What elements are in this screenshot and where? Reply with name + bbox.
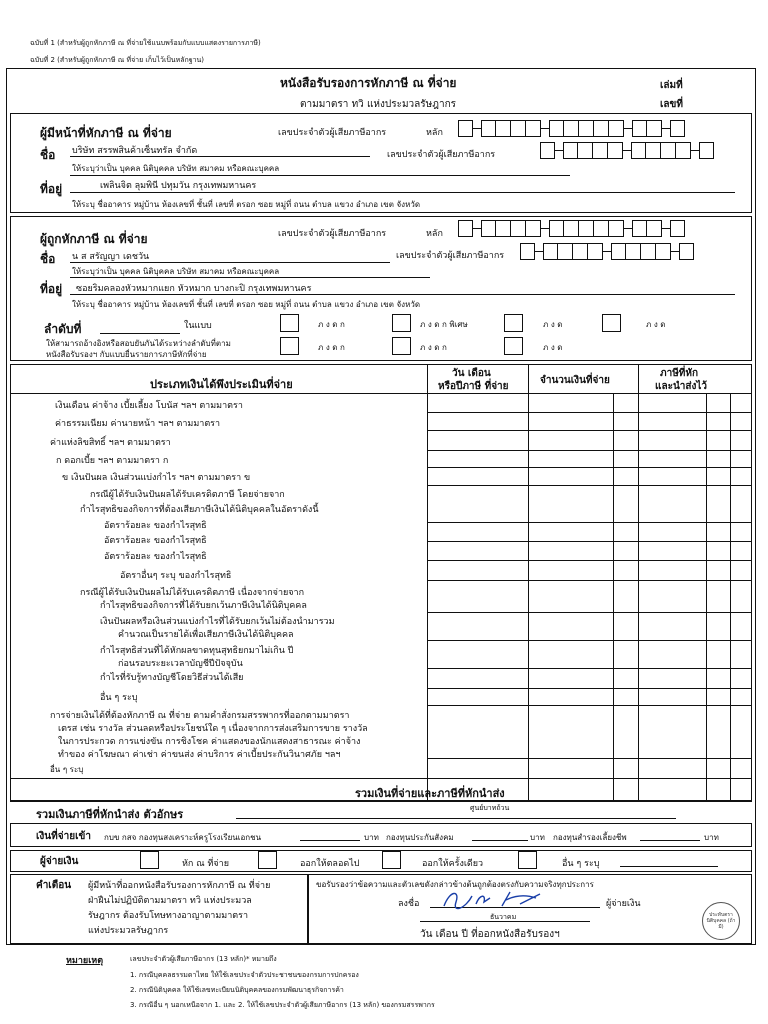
funds-label: เงินที่จ่ายเข้า — [36, 831, 91, 842]
col-date-1: วัน เดือน — [452, 368, 491, 379]
warning-line-3: รัษฎากร ต้องรับโทษทางอาญาตามมาตรา — [88, 911, 249, 921]
income-row-24: อื่น ๆ ระบุ — [50, 765, 84, 774]
col-date-2: หรือปีภาษี ที่จ่าย — [438, 381, 509, 392]
payer-type-checkbox-1[interactable] — [140, 851, 159, 869]
funds-baht-3: บาท — [704, 833, 719, 842]
payer-name-label: ชื่อ — [40, 148, 56, 162]
income-row-5: ข เงินปันผล เงินส่วนแบ่งกำไร ฯลฯ ตามมาตรา ข — [62, 473, 251, 483]
form-checkbox-7[interactable] — [504, 337, 523, 355]
income-row-15: คำนวณเป็นรายได้เพื่อเสียภาษีเงินได้นิติบุคคล — [118, 630, 294, 640]
note-line-4: 3. กรณีอื่น ๆ นอกเหนือจาก 1. และ 2. ให้ใช้เลขประจำตัวผู้เสียภาษีอากร (13 หลัก) ของกรมสรรพากร — [130, 1001, 435, 1009]
order-hint-1: ให้สามารถอ้างอิงหรือสอบยันกันได้ระหว่างลำดับที่ตาม — [46, 339, 231, 348]
payer-type-checkbox-2[interactable] — [258, 851, 277, 869]
payee-address-label: ที่อยู่ — [40, 282, 63, 296]
signature-image — [440, 886, 550, 912]
book-no-label: เล่มที่ — [660, 80, 683, 91]
payer-address-value: เพลินจิต ลุมพินี ปทุมวัน กรุงเทพมหานคร — [100, 181, 257, 191]
col-tax-1: ภาษีที่หัก — [660, 368, 699, 379]
col-amount: จำนวนเงินที่จ่าย — [540, 375, 610, 386]
issue-date-value: ธันวาคม — [490, 913, 517, 921]
payee-tax-id-boxes[interactable] — [458, 220, 685, 237]
form-option-1: ภ ง ด ก — [318, 320, 345, 329]
income-row-11: อัตราอื่นๆ ระบุ ของกำไรสุทธิ — [120, 571, 232, 581]
income-row-12: กรณีผู้ได้รับเงินปันผลไม่ได้รับเครดิตภาษี เนื่องจากจ่ายจาก — [80, 588, 305, 598]
note-line-3: 2. กรณีนิติบุคคล ให้ใช้เลขทะเบียนนิติบุคคลของกรมพัฒนาธุรกิจการค้า — [130, 986, 344, 994]
payee-tax-id-label2: เลขประจำตัวผู้เสียภาษีอากร — [396, 251, 505, 261]
payer-sign-label: ผู้จ่ายเงิน — [606, 899, 641, 909]
warning-line-2: ฝ่าฝืนไม่ปฏิบัติตามมาตรา ทวิ แห่งประมวล — [88, 896, 252, 906]
income-row-9: อัตราร้อยละ ของกำไรสุทธิ — [104, 536, 207, 546]
warning-label: คำเตือน — [36, 880, 72, 891]
income-row-22: ในการประกวด การแข่งขัน การชิงโชค ค่าแสดงของนักแสดงสาธารณะ ค่าจ้าง — [58, 737, 361, 747]
payer-name-hint: ให้ระบุว่าเป็น บุคคล นิติบุคคล บริษัท สมาคม หรือคณะบุคคล — [72, 164, 280, 173]
income-row-7: กำไรสุทธิของกิจการที่ต้องเสียภาษีเงินได้นิติบุคคลในอัตราดังนี้ — [80, 505, 319, 515]
income-row-17: ก่อนรอบระยะเวลาบัญชีปีปัจจุบัน — [118, 659, 243, 669]
payee-heading: ผู้ถูกหักภาษี ณ ที่จ่าย — [40, 232, 148, 246]
funds-baht-1: บาท — [364, 833, 379, 842]
income-row-1: เงินเดือน ค่าจ้าง เบี้ยเลี้ยง โบนัส ฯลฯ ตามมาตรา — [55, 401, 243, 411]
income-row-21: เตรส เช่น รางวัล ส่วนลดหรือประโยชน์ใด ๆ เนื่องจากการส่งเสริมการขาย รางวัล — [58, 724, 368, 734]
order-hint-2: หนังสือรับรองฯ กับแบบยื่นรายการภาษีหักที่จ่าย — [46, 350, 207, 359]
income-row-20: การจ่ายเงินได้ที่ต้องหักภาษี ณ ที่จ่าย ตามคำสั่งกรมสรรพากรที่ออกตามมาตรา — [50, 711, 350, 721]
page-title: หนังสือรับรองการหักภาษี ณ ที่จ่าย — [280, 76, 457, 90]
payer-name-value: บริษัท สรรพสินค้าเซ็นทรัล จำกัด — [72, 146, 198, 156]
copy1-note: ฉบับที่ 1 (สำหรับผู้ถูกหักภาษี ณ ที่จ่ายใช้แนบพร้อมกับแบบแสดงรายการภาษี) — [30, 39, 261, 47]
doc-no-label: เลขที่ — [660, 99, 683, 110]
income-row-2: ค่าธรรมเนียม ค่านายหน้า ฯลฯ ตามมาตรา — [55, 419, 221, 429]
payer-type-opt-4: อื่น ๆ ระบุ — [562, 859, 600, 869]
form-option-6: ภ ง ด ก — [420, 343, 447, 352]
payer-type-checkbox-3[interactable] — [382, 851, 401, 869]
notes-label: หมายเหตุ — [66, 956, 104, 966]
payee-name-value: น ส สรัญญา เดชวัน — [72, 252, 150, 262]
payer-type-checkbox-4[interactable] — [518, 851, 537, 869]
sign-label: ลงชื่อ — [398, 899, 420, 909]
payer-type-opt-1: หัก ณ ที่จ่าย — [182, 859, 229, 869]
payer-address-label: ที่อยู่ — [40, 182, 63, 196]
income-row-4: ก ดอกเบี้ย ฯลฯ ตามมาตรา ก — [56, 456, 169, 466]
form-checkbox-1[interactable] — [280, 314, 299, 332]
funds-pvd: กองทุนสำรองเลี้ยงชีพ — [553, 833, 627, 842]
income-row-6: กรณีผู้ได้รับเงินปันผลได้รับเครดิตภาษี โดยจ่ายจาก — [90, 490, 285, 500]
funds-baht-2: บาท — [530, 833, 545, 842]
issue-date-label: วัน เดือน ปี ที่ออกหนังสือรับรองฯ — [420, 929, 560, 940]
note-line-2: 1. กรณีบุคคลธรรมดาไทย ให้ใช้เลขประจำตัวประชาชนของกรมการปกครอง — [130, 971, 359, 979]
payee-digit-label: หลัก — [426, 229, 443, 239]
page-subtitle: ตามมาตรา ทวิ แห่งประมวลรัษฎากร — [300, 99, 457, 110]
col-tax-2: และนำส่งไว้ — [655, 381, 708, 392]
income-row-3: ค่าแห่งลิขสิทธิ์ ฯลฯ ตามมาตรา — [50, 438, 171, 448]
form-checkbox-2[interactable] — [392, 314, 411, 332]
col-income-type: ประเภทเงินได้พึงประเมินที่จ่าย — [150, 378, 293, 391]
payer-tax-id-boxes[interactable] — [458, 120, 685, 137]
form-option-5: ภ ง ด ก — [318, 343, 345, 352]
payer-type-opt-3: ออกให้ครั้งเดียว — [422, 859, 484, 869]
payee-tax-id-label: เลขประจำตัวผู้เสียภาษีอากร — [278, 229, 387, 239]
payer-digit-label: หลัก — [426, 128, 443, 138]
form-checkbox-3[interactable] — [504, 314, 523, 332]
company-stamp-circle: ประทับตรา นิติบุคคล (ถ้ามี) — [702, 902, 740, 940]
payer-tax-id-boxes-10[interactable] — [540, 142, 714, 159]
form-option-3: ภ ง ด — [543, 320, 563, 329]
warning-line-4: แห่งประมวลรัษฎากร — [88, 926, 169, 936]
payer-type-opt-2: ออกให้ตลอดไป — [300, 859, 360, 869]
payee-name-label: ชื่อ — [40, 252, 56, 266]
form-checkbox-4[interactable] — [602, 314, 621, 332]
income-row-16: กำไรสุทธิส่วนที่ได้หักผลขาดทุนสุทธิยกมาไม่เกิน ปี — [100, 646, 294, 656]
payee-name-hint: ให้ระบุว่าเป็น บุคคล นิติบุคคล บริษัท สมาคม หรือคณะบุคคล — [72, 267, 280, 276]
form-checkbox-5[interactable] — [280, 337, 299, 355]
certify-statement: ขอรับรองว่าข้อความและตัวเลขดังกล่าวข้างต้นถูกต้องตรงกับความจริงทุกประการ — [316, 880, 594, 889]
total-words-value: ศูนย์บาทถ้วน — [470, 804, 510, 812]
payer-address-hint: ให้ระบุ ชื่ออาคาร หมู่บ้าน ห้องเลขที่ ชั้นที่ เลขที่ ตรอก ซอย หมู่ที่ ถนน ตำบล แขวง อำเภอ เขต จังหวัด — [72, 200, 421, 209]
warning-line-1: ผู้มีหน้าที่ออกหนังสือรับรองการหักภาษี ณ ที่จ่าย — [88, 881, 271, 891]
income-row-8: อัตราร้อยละ ของกำไรสุทธิ — [104, 521, 207, 531]
income-row-19: อื่น ๆ ระบุ — [100, 693, 138, 703]
form-option-4: ภ ง ด — [646, 320, 666, 329]
note-line-1: เลขประจำตัวผู้เสียภาษีอากร (13 หลัก)* หมายถึง — [130, 955, 277, 963]
payee-tax-id-boxes-10[interactable] — [520, 243, 694, 260]
in-form-label: ในแบบ — [184, 321, 212, 331]
total-paid-label: รวมเงินที่จ่ายและภาษีที่หักนำส่ง — [355, 787, 505, 800]
income-row-14: เงินปันผลหรือเงินส่วนแบ่งกำไรที่ได้รับยกเว้นไม่ต้องนำมารวม — [100, 617, 335, 627]
total-words-label: รวมเงินภาษีที่หักนำส่ง ตัวอักษร — [36, 808, 184, 821]
form-option-7: ภ ง ด — [543, 343, 563, 352]
income-row-13: กำไรสุทธิของกิจการที่ได้รับยกเว้นภาษีเงินได้นิติบุคคล — [100, 601, 307, 611]
income-row-18: กำไรที่รับรู้ทางบัญชีโดยวิธีส่วนได้เสีย — [100, 673, 244, 683]
payer-tax-id-label: เลขประจำตัวผู้เสียภาษีอากร — [278, 128, 387, 138]
order-label: ลำดับที่ — [44, 322, 82, 336]
funds-sso: กองทุนประกันสังคม — [386, 833, 454, 842]
form-option-2: ภ ง ด ก พิเศษ — [420, 320, 468, 329]
payee-address-value: ซอยริมคลองหัวหมากแยก หัวหมาก บางกะปิ กรุงเทพมหานคร — [76, 284, 312, 294]
payer-type-label: ผู้จ่ายเงิน — [40, 856, 79, 867]
payee-address-hint: ให้ระบุ ชื่ออาคาร หมู่บ้าน ห้องเลขที่ ชั้นที่ เลขที่ ตรอก ซอย หมู่ที่ ถนน ตำบล แขวง อำเภอ เขต จังหวัด — [72, 300, 421, 309]
payer-tax-id-label2: เลขประจำตัวผู้เสียภาษีอากร — [387, 150, 496, 160]
income-row-23: ทำของ ค่าโฆษณา ค่าเช่า ค่าขนส่ง ค่าบริการ ค่าเบี้ยประกันวินาศภัย ฯลฯ — [58, 750, 341, 760]
copy2-note: ฉบับที่ 2 (สำหรับผู้ถูกหักภาษี ณ ที่จ่าย เก็บไว้เป็นหลักฐาน) — [30, 56, 205, 64]
payer-heading: ผู้มีหน้าที่หักภาษี ณ ที่จ่าย — [40, 126, 172, 140]
funds-gpf: กบข กสจ กองทุนสงเคราะห์ครูโรงเรียนเอกชน — [104, 833, 262, 842]
payer-type-row — [10, 850, 752, 872]
income-row-10: อัตราร้อยละ ของกำไรสุทธิ — [104, 552, 207, 562]
form-checkbox-6[interactable] — [392, 337, 411, 355]
